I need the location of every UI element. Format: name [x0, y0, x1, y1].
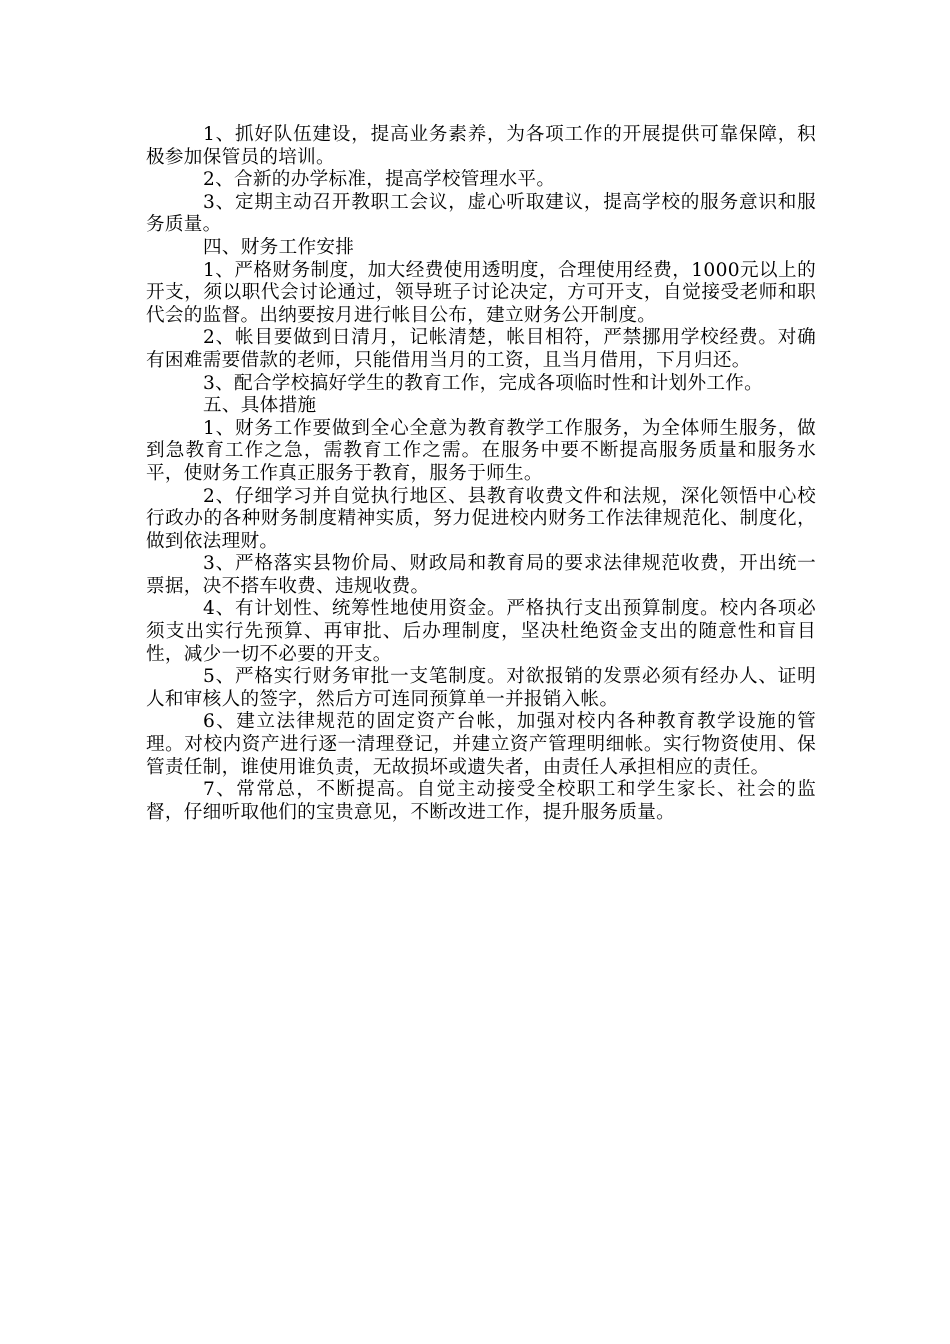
- paragraph-14: 6、建立法律规范的固定资产台帐，加强对校内各种教育教学设施的管理。对校内资产进行逐一清理登记，并建立资产管理明细帐。实行物资使用、保管责任制，谁使用谁负责，无故损坏或遗失者，由责任人承担相应的责任。: [146, 711, 816, 778]
- document-body: [146, 124, 816, 824]
- paragraph-5: 1、严格财务制度，加大经费使用透明度，合理使用经费，1000元以上的开支，须以职代会讨论通过，领导班子讨论决定，方可开支，自觉接受老师和职代会的监督。出纳要按月进行帐目公布，建立财务公开制度。: [146, 259, 816, 326]
- paragraph-13: 5、严格实行财务审批一支笔制度。对欲报销的发票必须有经办人、证明人和审核人的签字，然后方可连同预算单一并报销入帐。: [146, 666, 816, 710]
- paragraph-12: 4、有计划性、统筹性地使用资金。严格执行支出预算制度。校内各项必须支出实行先预算、再审批、后办理制度，坚决杜绝资金支出的随意性和盲目性，减少一切不必要的开支。: [146, 598, 816, 665]
- paragraph-6: 2、帐目要做到日清月，记帐清楚，帐目相符，严禁挪用学校经费。对确有困难需要借款的老师，只能借用当月的工资，且当月借用，下月归还。: [146, 327, 816, 371]
- section-heading-4: 四、财务工作安排: [203, 236, 355, 258]
- paragraph-2: 2、合新的办学标准，提高学校管理水平。: [203, 169, 556, 191]
- section-heading-5: 五、具体措施: [203, 395, 317, 417]
- paragraph-15: 7、常常总，不断提高。自觉主动接受全校职工和学生家长、社会的监督，仔细听取他们的宝贵意见，不断改进工作，提升服务质量。: [146, 779, 816, 823]
- paragraph-7: 3、配合学校搞好学生的教育工作，完成各项临时性和计划外工作。: [203, 372, 764, 394]
- paragraph-11: 3、严格落实县物价局、财政局和教育局的要求法律规范收费，开出统一票据，决不搭车收费、违规收费。: [146, 553, 816, 597]
- paragraph-9: 1、财务工作要做到全心全意为教育教学工作服务，为全体师生服务，做到急教育工作之急，需教育工作之需。在服务中要不断提高服务质量和服务水平，使财务工作真正服务于教育，服务于师生。: [146, 417, 816, 484]
- paragraph-10: 2、仔细学习并自觉执行地区、县教育收费文件和法规，深化领悟中心校行政办的各种财务制度精神实质，努力促进校内财务工作法律规范化、制度化，做到依法理财。: [146, 485, 816, 552]
- paragraph-1: 1、抓好队伍建设，提高业务素养，为各项工作的开展提供可靠保障，积极参加保管员的培训。: [146, 124, 816, 168]
- paragraph-3: 3、定期主动召开教职工会议，虚心听取建议，提高学校的服务意识和服务质量。: [146, 191, 816, 236]
